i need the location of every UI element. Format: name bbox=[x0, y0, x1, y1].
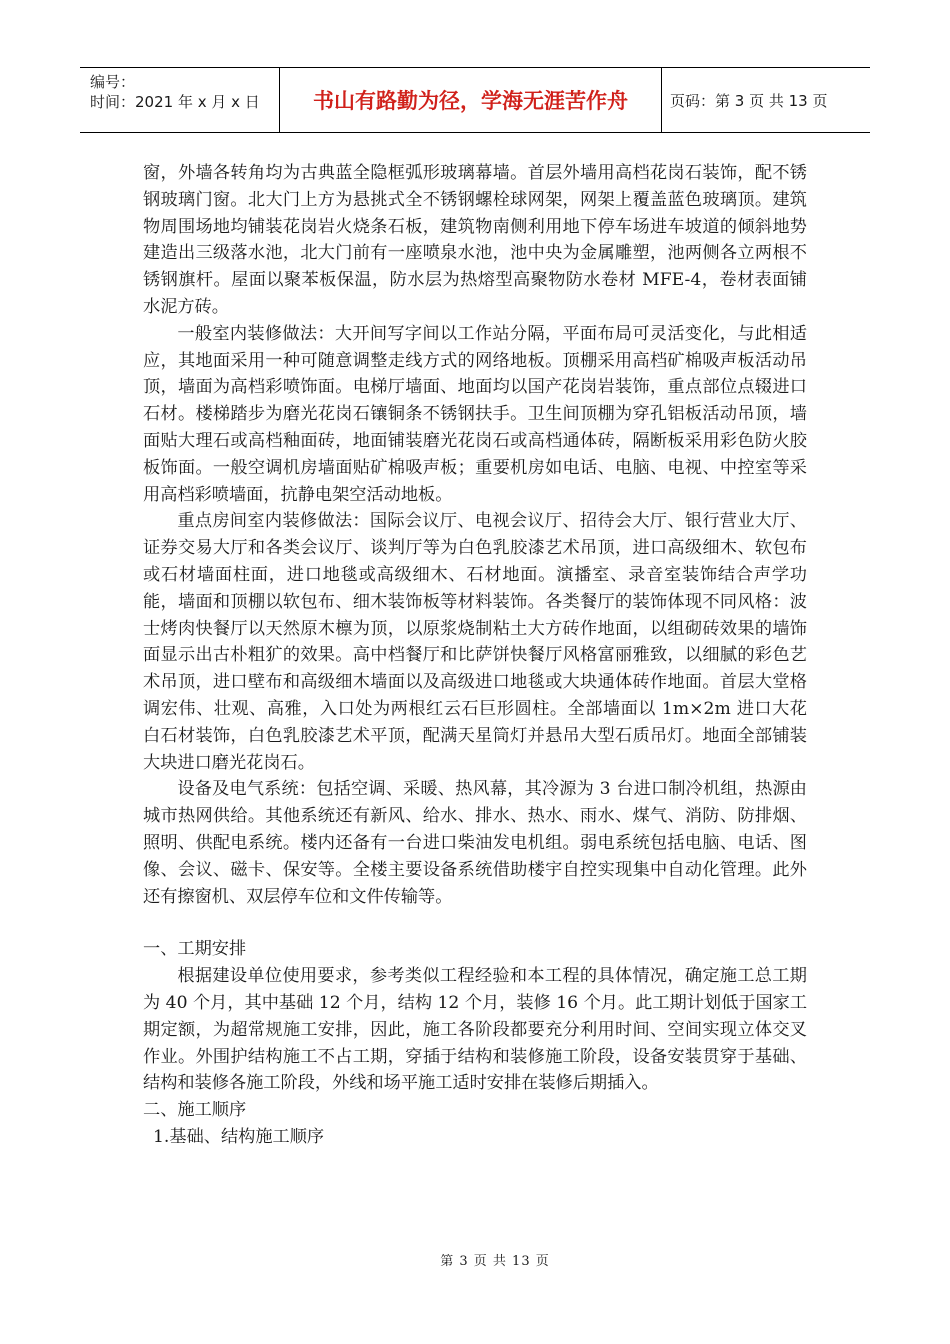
paragraph-equipment: 设备及电气系统：包括空调、采暖、热风幕，其冷源为 3 台进口制冷机组，热源由城市热网供给。其他系统还有新风、给水、排水、热水、雨水、煤气、消防、防排烟、照明、供配电系统。楼内还备有一台进口柴油发电机组。弱电系统包括电脑、电话、图像、会议、磁卡、保安等。全楼主要设备系统借助楼宇自控实现集中自动化管理。此外还有擦窗机、双层停车位和文件传输等。 bbox=[143, 779, 807, 907]
heading-foundation-sequence: 1.基础、结构施工顺序 bbox=[153, 1126, 325, 1147]
heading-sequence: 二、施工顺序 bbox=[143, 1100, 247, 1121]
document-body bbox=[143, 160, 807, 1151]
header-page-number: 页码：第 3 页 共 13 页 bbox=[670, 91, 828, 110]
page-header bbox=[80, 67, 870, 133]
paragraph-key-rooms: 重点房间室内装修做法：国际会议厅、电视会议厅、招待会大厅、银行营业大厅、证券交易大厅和各类会议厅、谈判厅等为白色乳胶漆艺术吊顶，进口高级细木、软包布或石材墙面柱面，进口地毯或高级细木、石材地面。演播室、录音室装饰结合声学功能，墙面和顶棚以软包布、细木装饰板等材料装饰。各类餐厅的装饰体现不同风格：波士烤肉快餐厅以天然原木檩为顶，以原浆烧制粘土大方砖作地面，以组砌砖效果的墙饰面显示出古朴粗犷的效果。高中档餐厅和比萨饼快餐厅风格富丽雅致，以细腻的彩色艺术吊顶，进口壁布和高级细木墙面以及高级进口地毯或大块通体砖作地面。首层大堂格调宏伟、壮观、高雅，入口处为两根红云石巨形圆柱。全部墙面以 1m×2m 进口大花白石材装饰，白色乳胶漆艺术平顶，配满天星筒灯并悬吊大型石质吊灯。地面全部铺装大块进口磨光花岗石。 bbox=[143, 511, 807, 773]
paragraph-exterior: 窗，外墙各转角均为古典蓝全隐框弧形玻璃幕墙。首层外墙用高档花岗石装饰，配不锈钢玻璃门窗。北大门上方为悬挑式全不锈钢螺栓球网架，网架上覆盖蓝色玻璃顶。建筑物周围场地均铺装花岗岩火烧条石板，建筑物南侧利用地下停车场进车坡道的倾斜地势建造出三级落水池，北大门前有一座喷泉水池，池中央为金属雕塑，池两侧各立两根不锈钢旗杆。屋面以聚苯板保温，防水层为热熔型高聚物防水卷材 MFE-4，卷材表面铺水泥方砖。 bbox=[143, 163, 807, 317]
heading-schedule: 一、工期安排 bbox=[143, 939, 247, 960]
header-meta bbox=[80, 68, 280, 132]
header-motto: 书山有路勤为径，学海无涯苦作舟 bbox=[280, 68, 662, 132]
paragraph-schedule: 根据建设单位使用要求，参考类似工程经验和本工程的具体情况，确定施工总工期为 40 个月，其中基础 12 个月，结构 12 个月，装修 16 个月。此工期计划低于国家工期定额，为超常规施工安排，因此，施工各阶段都要充分利用时间、空间实现立体交叉作业。外围护结构施工不占工期，穿插于结构和装修施工阶段，设备安装贯穿于基础、结构和装修各施工阶段，外线和场平施工适时安排在装修后期插入。 bbox=[143, 966, 808, 1094]
spacer bbox=[143, 910, 807, 936]
page-footer: 第 3 页 共 13 页 bbox=[440, 1254, 550, 1269]
document-date: 时间：2021 年 x 月 x 日 bbox=[90, 93, 260, 111]
document-number: 编号： bbox=[90, 73, 136, 91]
paragraph-general-interior: 一般室内装修做法：大开间写字间以工作站分隔，平面布局可灵活变化，与此相适应，其地面采用一种可随意调整走线方式的网络地板。顶棚采用高档矿棉吸声板活动吊顶，墙面为高档彩喷饰面。电梯厅墙面、地面均以国产花岗岩装饰，重点部位点辍进口石材。楼梯踏步为磨光花岗石镶铜条不锈钢扶手。卫生间顶棚为穿孔铝板活动吊顶，墙面贴大理石或高档釉面砖，地面铺装磨光花岗石或高档通体砖，隔断板采用彩色防火胶板饰面。一般空调机房墙面贴矿棉吸声板；重要机房如电话、电脑、电视、中控室等采用高档彩喷墙面，抗静电架空活动地板。 bbox=[143, 323, 807, 505]
